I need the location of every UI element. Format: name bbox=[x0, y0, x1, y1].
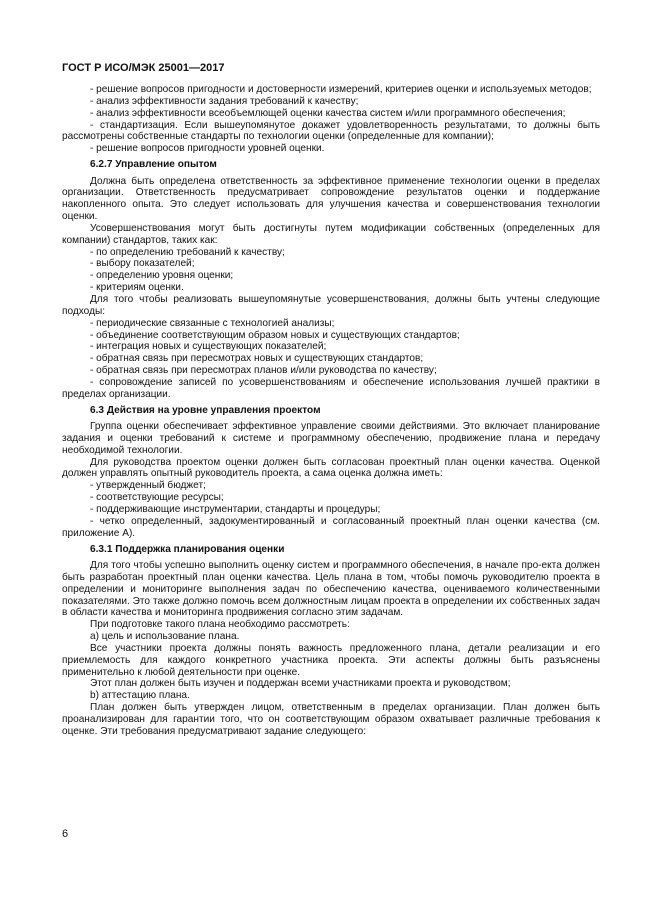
paragraph: Для руководства проектом оценки должен быть согласован проектный план оценки качества. Оценкой должен управлять опытный руководитель проекта, а сама оценка должна иметь: bbox=[62, 456, 600, 480]
paragraph: - стандартизация. Если вышеупомянутое докажет удовлетворенность результатами, то должны быть рассмотрены собственные стандарты по технологии оценки (определенные для компании); bbox=[62, 119, 600, 143]
list-item: Этот план должен быть изучен и поддержан всеми участниками проекта и руководством; bbox=[90, 678, 511, 690]
list-item: a) цель и использование плана. bbox=[90, 631, 240, 643]
paragraph: Все участники проекта должны понять важность предложенного плана, детали реализации и его приемлемость для каждого конкретного участника проекта. Эти аспекты должны быть разъяснены применительно к любой деятельности при оценке. bbox=[62, 642, 600, 678]
list-item: b) аттестацию плана. bbox=[90, 690, 190, 702]
paragraph: - сопровождение записей по усовершенствованиям и обеспечение использования лучшей практики в пределах организации. bbox=[62, 376, 600, 400]
list-item: - выбору показателей; bbox=[90, 258, 195, 270]
list-item: - анализ эффективности задания требований к качеству; bbox=[90, 95, 359, 107]
list-item: - поддерживающие инструментарии, стандарты и процедуры; bbox=[90, 504, 381, 515]
paragraph: План должен быть утвержден лицом, ответственным в пределах организации. План должен быть проанализирован для гарантии того, что он соответствующим образом охватывает различные требования к оценке. Эти требования предусматривают задание следующего: bbox=[62, 702, 600, 737]
paragraph: Для того чтобы успешно выполнить оценку систем и программного обеспечения, в начале про-екта должен быть разработан проектный план оценки качества. Цель плана в том, чтобы помочь руководителю проекта в определении и мониторинге выполнения задач по обеспечению качества, оцениваемого количественными показателями. Это также должно помочь всем должностным лицам проекта в определении их собственных задач в области качества и мониторинга продвижения согласно этим задачам. bbox=[62, 560, 600, 619]
document-header: ГОСТ Р ИСО/МЭК 25001—2017 bbox=[62, 62, 225, 74]
list-item: - обратная связь при пересмотрах планов и/или руководства по качеству; bbox=[90, 365, 437, 377]
list-item: - периодические связанные с технологией анализы; bbox=[90, 317, 335, 329]
list-item: - обратная связь при пересмотрах новых и существующих стандартов; bbox=[90, 353, 424, 365]
page-number: 6 bbox=[62, 828, 69, 840]
paragraph: Группа оценки обеспечивает эффективное управление своими действиями. Это включает планирование задания и оценки требований к системе и программному обеспечению, продвижение плана и передачу необходимой технологии. bbox=[62, 421, 600, 456]
list-item: - анализ эффективности всеобъемлющей оценки качества систем и/или программного обеспечения; bbox=[90, 107, 566, 119]
list-item: При подготовке такого плана необходимо рассмотреть: bbox=[90, 619, 350, 631]
paragraph: - четко определенный, задокументированный и согласованный проектный план оценки качества (см. приложение А). bbox=[62, 515, 600, 539]
section-heading: 6.2.7 Управление опытом bbox=[90, 159, 217, 171]
paragraph: Усовершенствования могут быть достигнуты путем модификации собственных (определенных для компании) стандартов, таких как: bbox=[62, 222, 600, 246]
document-body bbox=[62, 84, 600, 738]
list-item: - по определению требований к качеству; bbox=[90, 246, 285, 258]
paragraph: Должна быть определена ответственность за эффективное применение технологии оценки в пределах организации. Ответственность предусматривает сопровождение результатов оценки и поддержание накопленного опыта. Это следует использовать для улучшения качества и совершенствования технологии оценки. bbox=[62, 175, 600, 223]
paragraph: Для того чтобы реализовать вышеупомянутые усовершенствования, должны быть учтены следующие подходы: bbox=[62, 294, 600, 317]
list-item: - утвержденный бюджет; bbox=[90, 480, 206, 492]
list-item: - решение вопросов пригодности и достоверности измерений, критериев оценки и используемых методов; bbox=[90, 84, 592, 95]
section-heading: 6.3 Действия на уровне управления проектом bbox=[90, 404, 321, 416]
list-item: - соответствующие ресурсы; bbox=[90, 492, 224, 504]
list-item: - решение вопросов пригодности уровней оценки. bbox=[90, 143, 325, 155]
list-item: - интеграция новых и существующих показателей; bbox=[90, 341, 327, 353]
list-item: - объединение соответствующим образом новых и существующих стандартов; bbox=[90, 329, 460, 341]
list-item: - критериям оценки. bbox=[90, 282, 184, 294]
section-heading: 6.3.1 Поддержка планирования оценки bbox=[90, 543, 285, 555]
list-item: - определению уровня оценки; bbox=[90, 270, 234, 282]
